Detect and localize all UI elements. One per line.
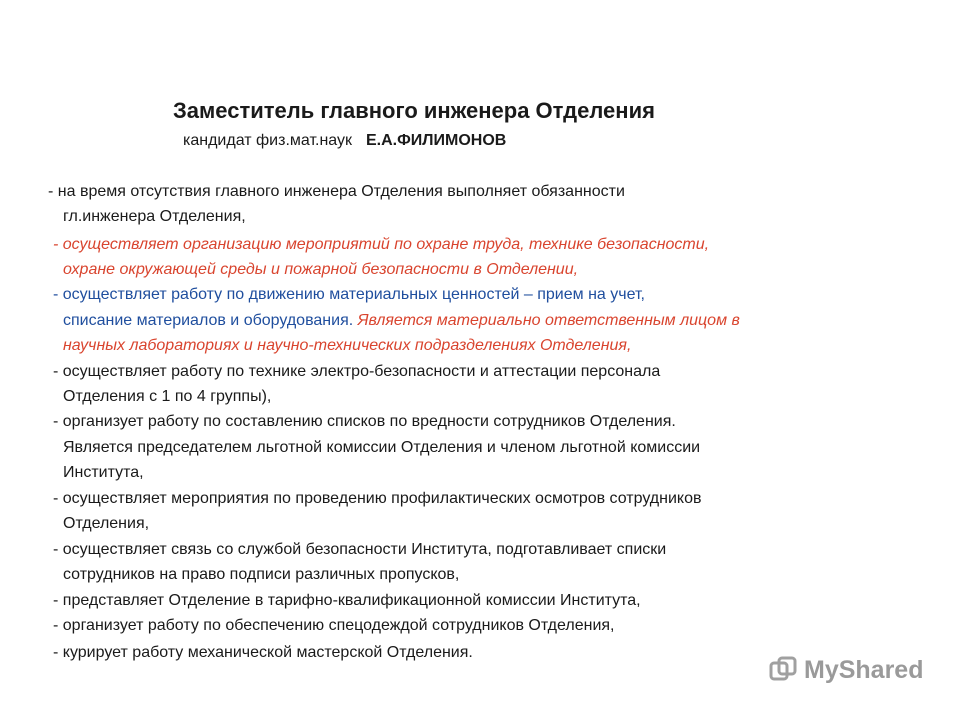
duty-line-13: - осуществляет мероприятия по проведению профилактических осмотров сотрудников (53, 490, 702, 507)
academic-degree: кандидат физ.мат.наук (183, 132, 352, 149)
watermark-text: MyShared (804, 655, 924, 684)
duty-line-12: Института, (63, 464, 144, 481)
duty-line-8: - осуществляет работу по технике электро-безопасности и аттестации персонала (53, 363, 661, 380)
page-title: Заместитель главного инженера Отделения (173, 98, 655, 123)
duty-line-16: сотрудников на право подписи различных пропусков, (63, 566, 460, 583)
duty-line-18: - организует работу по обеспечению спецодеждой сотрудников Отделения, (53, 617, 615, 634)
subtitle (183, 132, 506, 150)
duty-line-14: Отделения, (63, 515, 150, 532)
duty-line-6-blue: списание материалов и оборудования. (63, 312, 354, 329)
duty-line-5: - осуществляет работу по движению материальных ценностей – прием на учет, (53, 286, 645, 303)
duty-line-4: охране окружающей среды и пожарной безопасности в Отделении, (63, 261, 579, 278)
watermark (768, 655, 923, 685)
duty-line-2: гл.инженера Отделения, (63, 208, 246, 225)
duty-line-11: Является председателем льготной комиссии Отделения и членом льготной комиссии (63, 439, 701, 456)
duty-line-17: - представляет Отделение в тарифно-квалификационной комиссии Института, (53, 592, 641, 609)
duty-line-19: - курирует работу механической мастерской Отделения. (53, 644, 473, 661)
duty-line-15: - осуществляет связь со службой безопасности Института, подготавливает списки (53, 541, 667, 558)
duty-line-3: - осуществляет организацию мероприятий по охране труда, технике безопасности, (53, 236, 710, 253)
duty-line-7: научных лабораториях и научно-технических подразделениях Отделения, (63, 337, 632, 354)
person-name: Е.А.ФИЛИМОНОВ (366, 132, 507, 149)
duty-line-6 (63, 311, 740, 331)
myshared-logo-icon (768, 655, 798, 685)
duty-line-1: - на время отсутствия главного инженера Отделения выполняет обязанности (48, 183, 625, 200)
duty-line-9: Отделения с 1 по 4 группы), (63, 388, 272, 405)
duty-line-6-red: Является материально ответственным лицом в (357, 312, 740, 329)
duty-line-10: - организует работу по составлению списков по вредности сотрудников Отделения. (53, 413, 676, 430)
